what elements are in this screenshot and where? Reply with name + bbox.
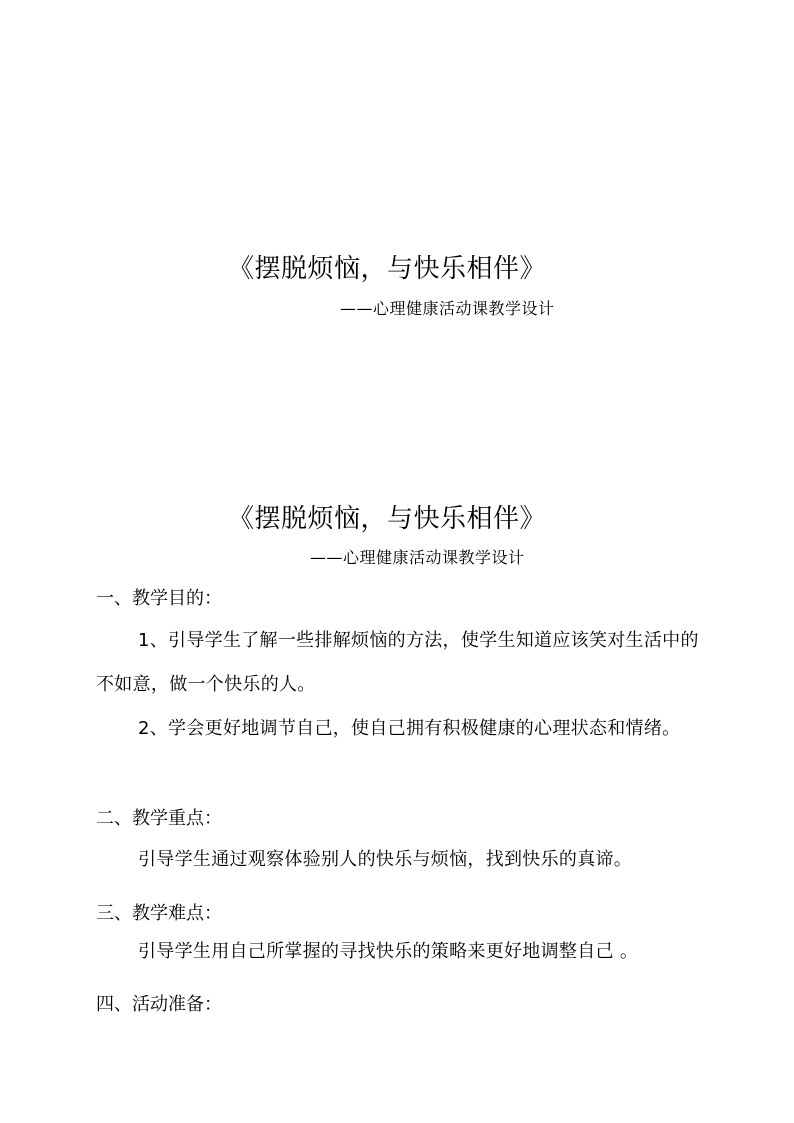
document-title: 《摆脱烦恼，与快乐相伴》 (228, 504, 547, 534)
section-heading-key-points: 二、教学重点： (96, 808, 222, 829)
section-heading-preparation: 四、活动准备： (96, 994, 222, 1015)
section-heading-objectives: 一、教学目的： (96, 588, 222, 609)
key-points-paragraph: 引导学生通过观察体验别人的快乐与烦恼，找到快乐的真谛。 (138, 849, 633, 870)
section-heading-difficulties: 三、教学难点： (96, 903, 222, 924)
document-subtitle: ——心理健康活动课教学设计 (310, 548, 525, 567)
cover-title: 《摆脱烦恼，与快乐相伴》 (228, 254, 547, 284)
objective-paragraph-2: 2、学会更好地调节自己，使自己拥有积极健康的心理状态和情绪。 (138, 718, 681, 739)
cover-subtitle: ——心理健康活动课教学设计 (340, 299, 555, 318)
objective-paragraph-1: 1、引导学生了解一些排解烦恼的方法，使学生知道应该笑对生活中的不如意，做一个快乐的人。 (96, 630, 699, 695)
difficulties-paragraph: 引导学生用自己所掌握的寻找快乐的策略来更好地调整自己 。 (138, 941, 639, 962)
